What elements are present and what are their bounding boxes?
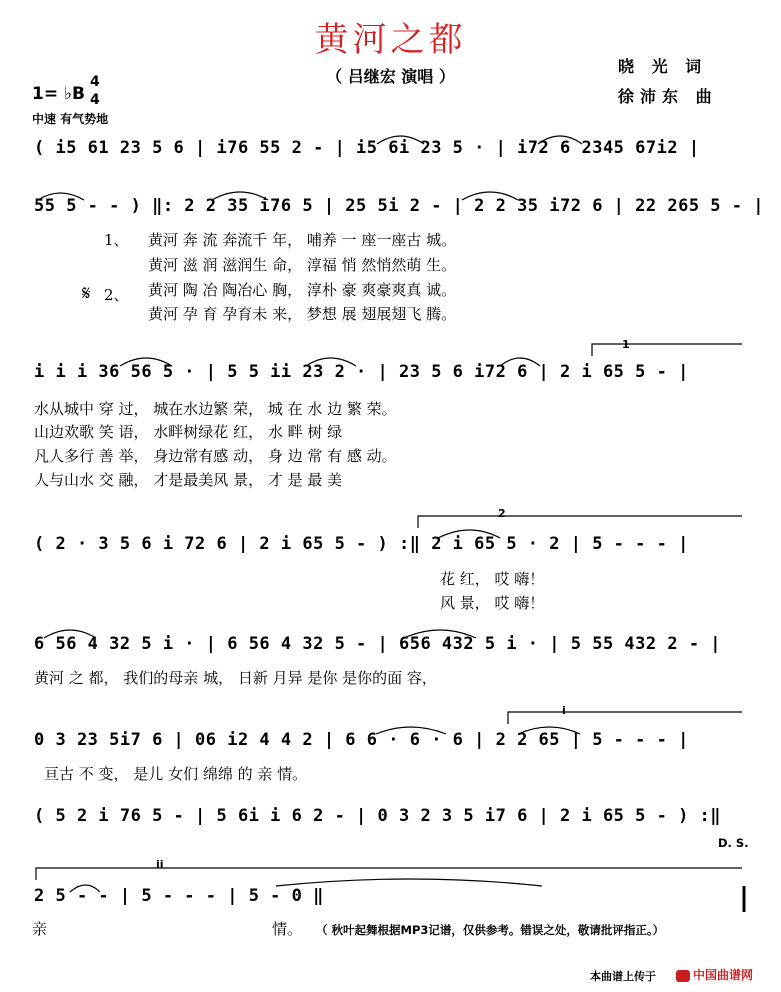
verse-lyric-2: 黄河 滋 润 滋润生 命， 淳福 悄 然悄然萌 生。 [148,256,457,274]
ending-ii-label: ii [156,858,164,871]
site-logo [676,966,753,983]
music-line-1: ( i5 61 23 5 6 | i76 55 2 - | i5 6i 23 5 · | i72 6 2345 67i2 | [34,138,700,158]
logo-icon [676,970,690,982]
verse-lyric-1: 黄河 奔 流 奔流千 年， 哺养 一 座一座古 城。 [148,231,457,249]
time-signature-bottom: 4 [90,92,100,108]
music-line-8: 2 5 - - | 5 - - - | 5 - 0 ‖ [34,886,324,906]
tempo-marking: 中速 有气势地 [32,112,109,126]
verse-lyric-4: 黄河 孕 育 孕育未 来， 梦想 展 翅展翅飞 腾。 [148,305,457,323]
transcription-note: （ 秋叶起舞根据MP3记谱，仅供参考。错误之处，敬请批评指正。） [316,923,665,937]
final-lyric-right: 情。 [272,920,303,938]
refrain-lyric-2: 亘古 不 变， 是儿 女们 绵绵 的 亲 情。 [44,765,308,783]
verse-label-2: 2、 [104,286,129,304]
ending-lyric-1: 花 红， 哎 嗨！ [440,570,545,588]
section-lyric-4: 人与山水 交 融， 才是最美风 景， 才 是 最 美 [34,471,343,489]
key-signature: 1= ♭B [32,84,85,104]
time-signature-top: 4 [90,74,100,90]
music-line-3: i i i 36 56 5 · | 5 5 ii 23 2 · | 23 5 6 i72 6 | 2 i 65 5 - | [34,362,689,382]
lyricist-credit: 晓 光 词 [618,57,708,76]
music-line-5: 6 56 4 32 5 i · | 6 56 4 32 5 - | 656 432 5 i · | 5 55 432 2 - | [34,634,722,654]
segno-icon: 𝄋 [82,281,91,305]
music-line-6: 0 3 23 5i7 6 | 06 i2 4 4 2 | 6 6 · 6 · 6 | 2 2 65 | 5 - - - | [34,730,689,750]
verse-label-1: 1、 [104,231,129,249]
refrain-lyric-1: 黄河 之 都， 我们的母亲 城， 日新 月异 是你 是你的面 容， [34,669,437,687]
music-line-4: ( 2 · 3 5 6 i 72 6 | 2 i 65 5 - ) :‖ 2 i 65 5 · 2 | 5 - - - | [34,534,689,554]
section-lyric-3: 凡人多行 善 举， 身边常有感 动， 身 边 常 有 感 动。 [34,447,397,465]
composer-credit: 徐沛东 曲 [618,87,718,106]
ending-i-label: i [562,704,566,717]
singer-credit: （ 吕继宏 演唱 ） [326,67,455,86]
ending-2-label: 2 [498,507,506,520]
song-title: 黄河之都 [314,20,467,60]
section-lyric-2: 山边欢歌 笑 语， 水畔树绿花 红， 水 畔 树 绿 [34,423,343,441]
music-line-7: ( 5 2 i 76 5 - | 5 6i i 6 2 - | 0 3 2 3 5 i7 6 | 2 i 65 5 - ) :‖ [34,806,722,826]
ds-marking: D. S. [718,836,749,850]
site-logo-text: 中国曲谱网 [693,968,754,982]
ending-1-label: 1 [622,338,630,351]
ending-lyric-2: 风 景， 哎 嗨！ [440,594,545,612]
final-lyric-left: 亲 [32,920,48,938]
verse-lyric-3: 黄河 陶 冶 陶冶心 胸， 淳朴 豪 爽豪爽真 诚。 [148,281,457,299]
upload-text: 本曲谱上传于 [590,970,656,983]
section-lyric-1: 水从城中 穿 过， 城在水边繁 荣， 城 在 水 边 繁 荣。 [34,400,397,418]
music-line-2: 55 5 - - ) ‖: 2 2 35 i76 5 | 25 5i 2 - | 2 2 35 i72 6 | 22 265 5 - | [34,196,764,216]
